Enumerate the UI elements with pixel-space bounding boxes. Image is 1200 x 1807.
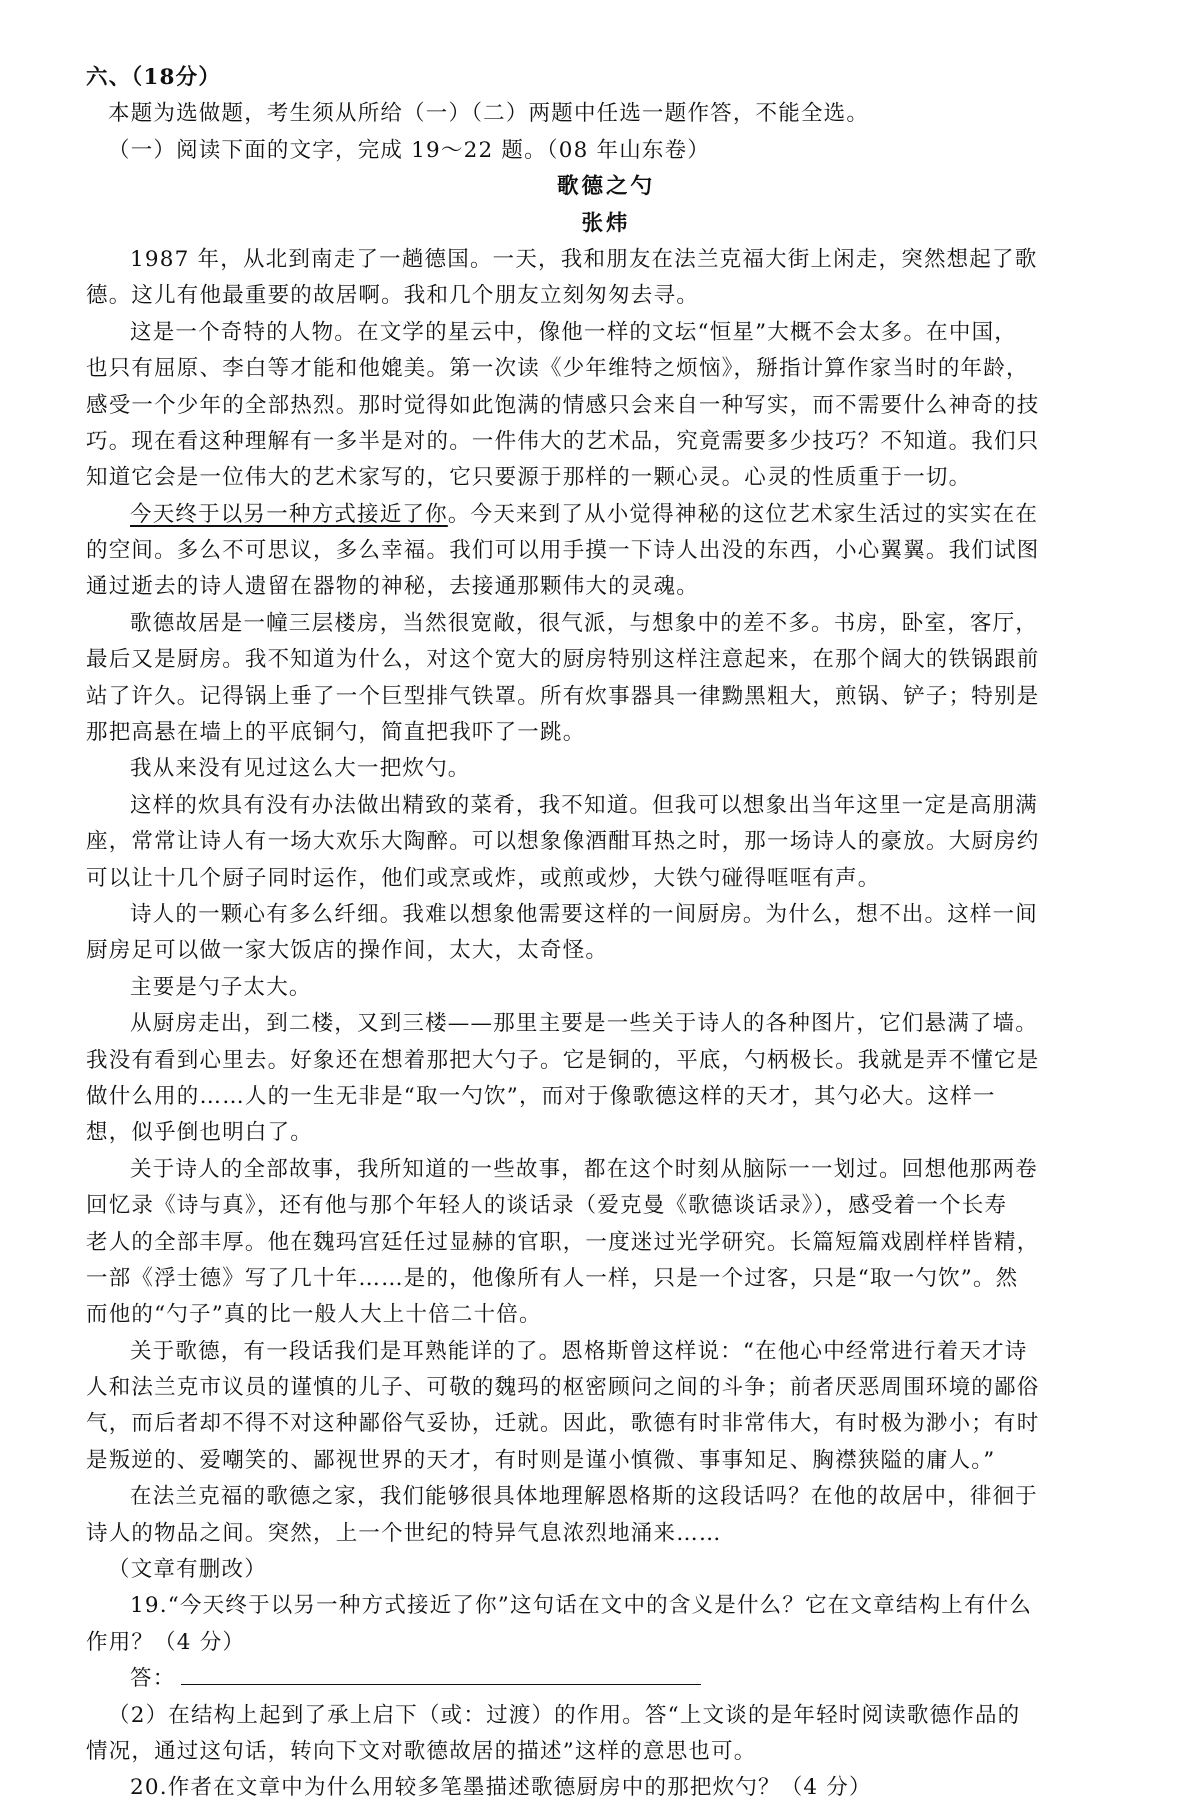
article-line: 最后又是厨房。我不知道为什么，对这个宽大的厨房特别这样注意起来，在那个阔大的铁锅跟前	[86, 647, 1040, 673]
article-line: 1987 年，从北到南走了一趟德国。一天，我和朋友在法兰克福大街上闲走，突然想起了歌	[130, 246, 1038, 272]
answer-blank-line[interactable]	[181, 1662, 701, 1685]
article-line: 是叛逆的、爱嘲笑的、鄙视世界的天才，有时则是谨小慎微、事事知足、胸襟狭隘的庸人。”	[86, 1447, 996, 1473]
article-author: 张炜	[581, 210, 631, 236]
article-line: 通过逝去的诗人遗留在器物的神秘，去接通那颗伟大的灵魂。	[86, 574, 699, 600]
question-20: 20.作者在文章中为什么用较多笔墨描述歌德厨房中的那把炊勺？（4 分）	[130, 1775, 872, 1801]
question-19-cont: 作用？（4 分）	[86, 1629, 246, 1655]
article-line: 从厨房走出，到二楼，又到三楼——那里主要是一些关于诗人的各种图片，它们悬满了墙。	[130, 1011, 1039, 1037]
article-line: 我从来没有见过这么大一把炊勺。	[130, 756, 471, 782]
article-line: 在法兰克福的歌德之家，我们能够很具体地理解恩格斯的这段话吗？在他的故居中，徘徊于	[130, 1484, 1039, 1510]
article-line: 这样的炊具有没有办法做出精致的菜肴，我不知道。但我可以想象出当年这里一定是高朋满	[130, 792, 1039, 818]
article-line: 这是一个奇特的人物。在文学的星云中，像他一样的文坛“恒星”大概不会太多。在中国，	[130, 319, 1017, 345]
article-line: 一部《浮士德》写了几十年……是的，他像所有人一样，只是一个过客，只是“取一勺饮”。然	[86, 1265, 1019, 1291]
article-line-rest: 。今天来到了从小觉得神秘的这位艺术家生活过的实实在在	[447, 501, 1039, 527]
article-line	[86, 497, 1126, 533]
article-line: 老人的全部丰厚。他在魏玛宫廷任过显赫的官职，一度迷过光学研究。长篇短篇戏剧样样皆精，	[86, 1229, 1040, 1255]
article-line: 而他的“勺子”真的比一般人大上十倍二十倍。	[86, 1302, 542, 1328]
article-line: 厨房足可以做一家大饭店的操作间，太大，太奇怪。	[86, 938, 609, 964]
article-line: 德。这儿有他最重要的故居啊。我和几个朋友立刻匆匆去寻。	[86, 283, 699, 309]
article-line: 想，似乎倒也明白了。	[86, 1120, 314, 1146]
article-line: 诗人的一颗心有多么纤细。我难以想象他需要这样的一间厨房。为什么，想不出。这样一间	[130, 901, 1039, 927]
question-19: 19.“今天终于以另一种方式接近了你”这句话在文中的含义是什么？它在文章结构上有什么	[130, 1593, 1033, 1619]
article-line: 站了许久。记得锅上垂了一个巨型排气铁罩。所有炊事器具一律黝黑粗大，煎锅、铲子；特别是	[86, 683, 1040, 709]
article-line: 感受一个少年的全部热烈。那时觉得如此饱满的情感只会来自一种写实，而不需要什么神奇的技	[86, 392, 1040, 418]
answer-part-2: （2）在结构上起到了承上启下（或：过渡）的作用。答“上文谈的是年轻时阅读歌德作品的	[108, 1702, 1021, 1728]
section-instruction: 本题为选做题，考生须从所给（一）（二）两题中任选一题作答，不能全选。	[108, 101, 870, 127]
exam-page	[86, 60, 1126, 1807]
article-note: （文章有删改）	[108, 1557, 267, 1583]
section-heading: 六、（18分）	[86, 65, 222, 90]
article-line: 气，而后者却不得不对这种鄙俗气妥协，迁就。因此，歌德有时非常伟大，有时极为渺小；有时	[86, 1411, 1040, 1437]
article-line: 座，常常让诗人有一场大欢乐大陶醉。可以想象像酒酣耳热之时，那一场诗人的豪放。大厨房约	[86, 829, 1040, 855]
answer-part-2-cont: 情况，通过这句话，转向下文对歌德故居的描述”这样的意思也可。	[86, 1738, 757, 1764]
article-title: 歌德之勺	[556, 174, 655, 200]
article-line: 那把高悬在墙上的平底铜勺，简直把我吓了一跳。	[86, 720, 586, 746]
article-line: 我没有看到心里去。好象还在想着那把大勺子。它是铜的，平底，勺柄极长。我就是弄不懂它是	[86, 1047, 1040, 1073]
article-line: 知道它会是一位伟大的艺术家写的，它只要源于那样的一颗心灵。心灵的性质重于一切。	[86, 465, 972, 491]
answer-row	[86, 1661, 1126, 1697]
article-line: 可以让十几个厨子同时运作，他们或烹或炸，或煎或炒，大铁勺碰得哐哐有声。	[86, 865, 881, 891]
section-subtitle: （一）阅读下面的文字，完成 19～22 题。（08 年山东卷）	[108, 137, 711, 163]
article-line: 主要是勺子太大。	[130, 974, 312, 1000]
article-line: 的空间。多么不可思议，多么幸福。我们可以用手摸一下诗人出没的东西，小心翼翼。我们试图	[86, 538, 1040, 564]
article-line: 诗人的物品之间。突然，上一个世纪的特异气息浓烈地涌来……	[86, 1520, 722, 1546]
underlined-key-sentence: 今天终于以另一种方式接近了你	[130, 501, 448, 527]
article-line: 也只有屈原、李白等才能和他媲美。第一次读《少年维特之烦恼》，掰指计算作家当时的年龄，	[86, 356, 1029, 382]
article-line: 巧。现在看这种理解有一多半是对的。一件伟大的艺术品，究竟需要多少技巧？不知道。我们只	[86, 428, 1040, 454]
article-line: 关于诗人的全部故事，我所知道的一些故事，都在这个时刻从脑际一一划过。回想他那两卷	[130, 1156, 1039, 1182]
article-line: 做什么用的……人的一生无非是“取一勺饮”，而对于像歌德这样的天才，其勺必大。这样一	[86, 1083, 996, 1109]
answer-label: 答：	[130, 1666, 176, 1692]
article-line: 回忆录《诗与真》，还有他与那个年轻人的谈话录（爱克曼《歌德谈话录》），感受着一个长寿	[86, 1193, 1008, 1219]
article-line: 关于歌德，有一段话我们是耳熟能详的了。恩格斯曾这样说：“在他心中经常进行着天才诗	[130, 1338, 1028, 1364]
article-line: 人和法兰克市议员的谨慎的儿子、可敬的魏玛的枢密顾问之间的斗争；前者厌恶周围环境的鄙俗	[86, 1375, 1040, 1401]
article-line: 歌德故居是一幢三层楼房，当然很宽敞，很气派，与想象中的差不多。书房，卧室，客厅，	[130, 610, 1039, 636]
